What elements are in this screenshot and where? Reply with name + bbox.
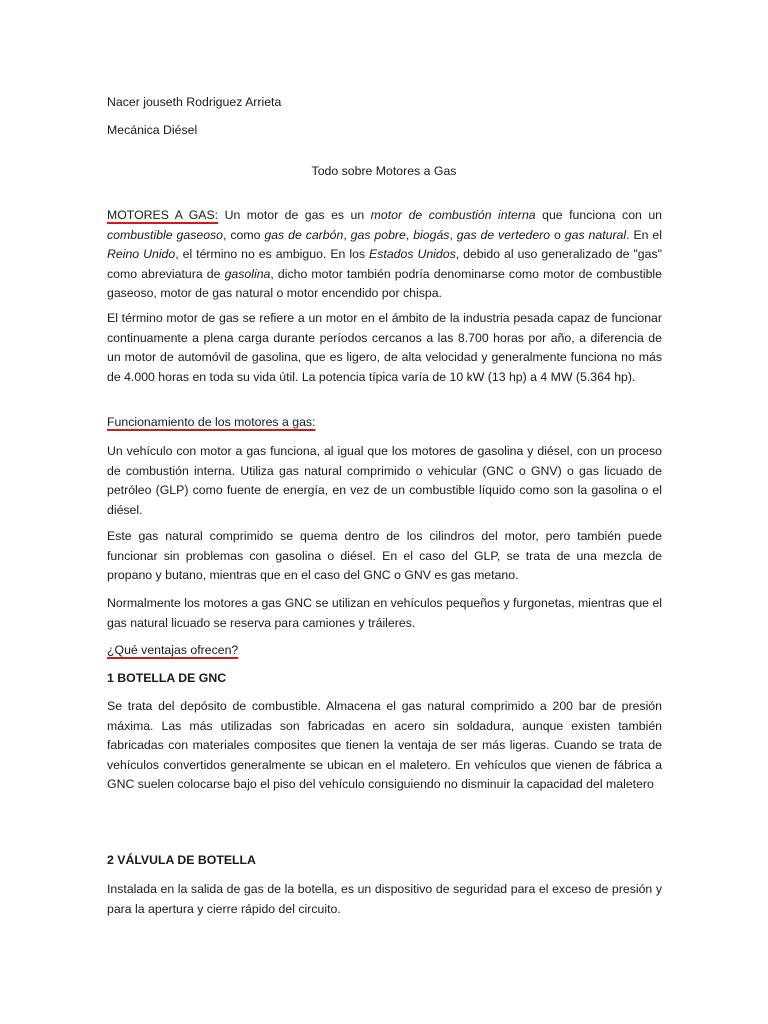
document-title: Todo sobre Motores a Gas [311,164,457,179]
paragraph-motor-gas-industria: El término motor de gas se refiere a un motor en el ámbito de la industria pesada capaz de funcionar continuamente a plena carga durante períodos cercanos a las 8.700 horas por año, a diferencia de un motor de automóvil de gasolina, que es ligero, de alta velocidad y generalmente funciona no más de 4.000 horas en toda su vida útil. La potencia típica varía de 10 kW (13 hp) a 4 MW (5.364 hp). [107,311,662,384]
heading-ventajas [107,641,662,661]
heading-botella-gnc: 1 BOTELLA DE GNC [107,671,227,685]
intro-link-gas-carbon: gas de carbón [264,227,344,242]
intro-text: , [343,227,347,242]
intro-link-gas-vertedero: gas de vertedero [456,227,551,242]
paragraph-valvula-botella: Instalada en la salida de gas de la botella, es un dispositivo de seguridad para el exceso de presión y para la apertura y cierre rápido del circuito. [107,882,662,916]
intro-link-motor-combustion: motor de combustión interna [370,208,536,222]
heading-valvula-botella: 2 VÁLVULA DE BOTELLA [107,853,256,867]
heading-ventajas-text: ¿Qué ventajas ofrecen? [107,643,239,657]
intro-link-gas-natural: gas natural [564,227,627,242]
intro-text: , el término no es ambiguo. En los [175,247,366,261]
intro-link-gas-pobre: gas pobre [350,227,406,242]
intro-text: , debido al uso generalizado de "gas" como abreviatura de [107,247,662,281]
intro-paragraph [107,206,662,304]
intro-link-estados-unidos: Estados Unidos [369,247,456,261]
course-name: Mecánica Diésel [107,123,198,137]
intro-link-combustible-gaseoso: combustible gaseoso [107,227,224,242]
paragraph-botella-gnc: Se trata del depósito de combustible. Almacena el gas natural comprimido a 200 bar de presión máxima. Las más utilizadas son fabricadas en acero sin soldadura, aunque existen también fabricadas con materiales composites que tienen la ventaja de ser más ligeras. Cuando se trata de vehículos convertidos generalmente se ubican en el maletero. En vehículos que vienen de fábrica a GNC suelen colocarse bajo el piso del vehículo consiguiendo no disminuir la capacidad del maletero [107,699,662,791]
intro-text: que funciona con un [542,208,663,222]
intro-heading: MOTORES A GAS: [107,208,219,222]
intro-text: , [405,227,410,242]
paragraph-funcionamiento: Un vehículo con motor a gas funciona, al igual que los motores de gasolina y diésel, con un proceso de combustión interna. Utiliza gas natural comprimido o vehicular (GNC o GNV) o gas licuado de petróleo (GLP) como fuente de energía, en vez de un combustible líquido como son la gasolina o el diésel. [107,444,662,517]
heading-funcionamiento [107,413,662,433]
intro-link-biogas: biogás [413,227,450,242]
heading-funcionamiento-text: Funcionamiento de los motores a gas: [107,415,316,429]
intro-text: , dicho motor también podría denominarse como motor de combustible gaseoso, motor de gas natural o motor encendido por chispa. [107,266,663,300]
intro-text: Un motor de gas es un [224,208,365,222]
paragraph-gnc-uso: Normalmente los motores a gas GNC se utilizan en vehículos pequeños y furgonetas, mientras que el gas natural licuado se reserva para camiones y tráileres. [107,596,663,630]
intro-text: , [449,227,453,242]
intro-text: . En el [626,227,662,242]
intro-link-reino-unido: Reino Unido [107,247,176,261]
author-name: Nacer jouseth Rodriguez Arrieta [107,95,282,109]
intro-text: , como [223,227,261,242]
paragraph-gas-natural: Este gas natural comprimido se quema dentro de los cilindros del motor, pero también puede funcionar sin problemas con gasolina o diésel. En el caso del GLP, se trata de una mezcla de propano y butano, mientras que en el caso del GNC o GNV es gas metano. [107,529,662,582]
intro-link-gasolina: gasolina [224,266,271,281]
intro-text: o [554,227,561,242]
